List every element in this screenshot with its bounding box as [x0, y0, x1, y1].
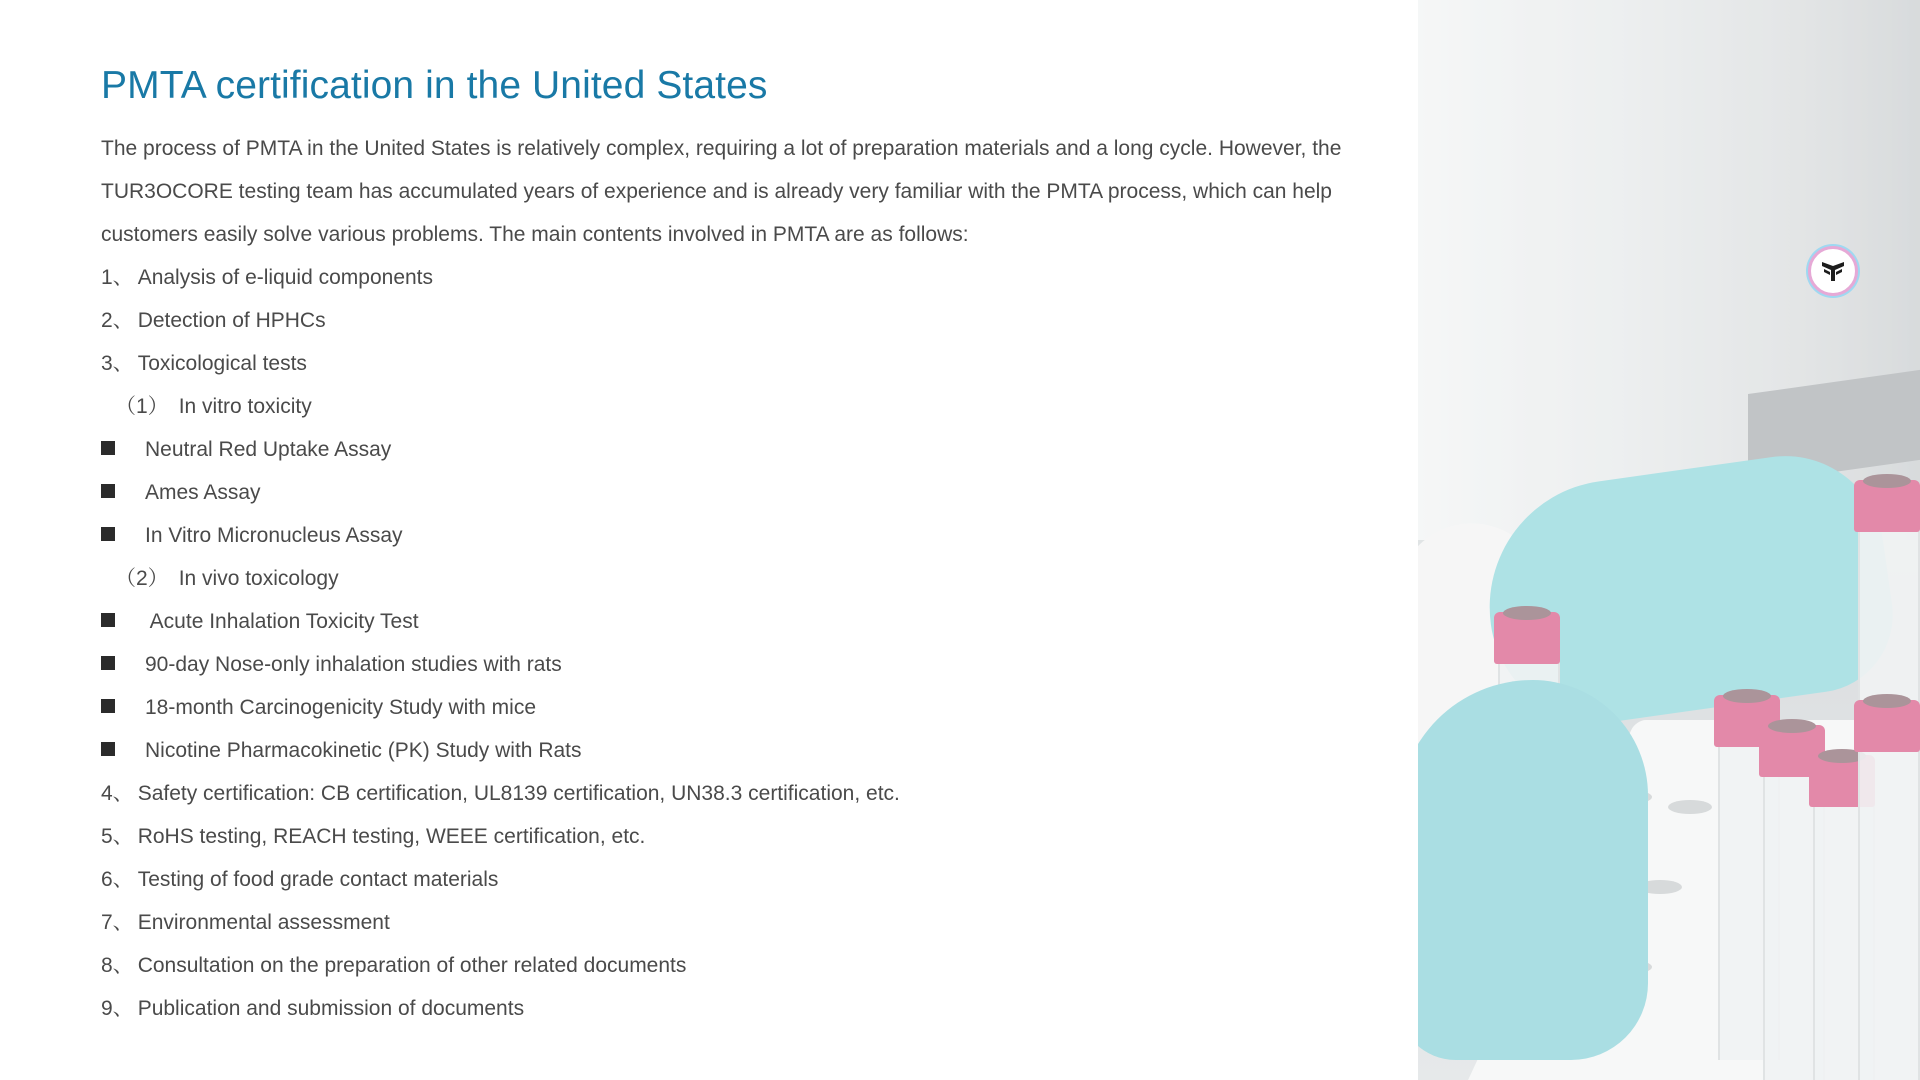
bullet-item	[101, 600, 1361, 643]
list-item	[101, 901, 1361, 944]
logo-badge-icon[interactable]	[1808, 246, 1858, 296]
bullet-item	[101, 471, 1361, 514]
item-number: 9、	[101, 997, 134, 1020]
list-item	[101, 944, 1361, 987]
slide-title: PMTA certification in the United States	[101, 64, 768, 107]
bullet-text: 18-month Carcinogenicity Study with mice	[145, 696, 537, 719]
bullet-text: Acute Inhalation Toxicity Test	[145, 610, 419, 633]
sub-heading-number: （2）	[115, 567, 169, 590]
photo-overlay	[1418, 0, 1920, 1080]
list-item	[101, 772, 1361, 815]
square-bullet-icon	[101, 484, 115, 498]
item-number: 6、	[101, 868, 134, 891]
square-bullet-icon	[101, 742, 115, 756]
item-text: RoHS testing, REACH testing, WEEE certification, etc.	[137, 825, 646, 848]
bullet-item	[101, 643, 1361, 686]
bullet-item	[101, 514, 1361, 557]
item-number: 3、	[101, 352, 134, 375]
slide-content	[101, 62, 1361, 1030]
square-bullet-icon	[101, 699, 115, 713]
sub-heading-text: In vivo toxicology	[178, 567, 339, 590]
square-bullet-icon	[101, 613, 115, 627]
item-text: Toxicological tests	[137, 352, 307, 375]
bullet-text: Neutral Red Uptake Assay	[145, 438, 392, 461]
sub-heading	[101, 385, 1361, 428]
sub-heading-number: （1）	[115, 395, 169, 418]
logo-mark-icon	[1819, 257, 1847, 285]
list-item	[101, 815, 1361, 858]
list-item	[101, 987, 1361, 1030]
list-item	[101, 342, 1361, 385]
sub-heading-text: In vitro toxicity	[178, 395, 312, 418]
item-text: Safety certification: CB certification, UL8139 certification, UN38.3 certification, etc.	[137, 782, 900, 805]
list-item	[101, 858, 1361, 901]
intro-paragraph: The process of PMTA in the United States is relatively complex, requiring a lot of preparation materials and a long cycle. However, the TUR3OCORE testing team has accumulated years of experience and is already very familiar with the PMTA process, which can help customers easily solve various problems. The main contents involved in PMTA are as follows:	[101, 137, 1342, 246]
bullet-item	[101, 428, 1361, 471]
lab-photo	[1418, 0, 1920, 1080]
item-text: Detection of HPHCs	[137, 309, 326, 332]
item-number: 5、	[101, 825, 134, 848]
sub-heading	[101, 557, 1361, 600]
bullet-text: Ames Assay	[145, 481, 261, 504]
bullet-item	[101, 686, 1361, 729]
item-text: Publication and submission of documents	[137, 997, 525, 1020]
bullet-text: 90-day Nose-only inhalation studies with rats	[145, 653, 562, 676]
item-text: Consultation on the preparation of other related documents	[137, 954, 687, 977]
item-text: Environmental assessment	[137, 911, 390, 934]
square-bullet-icon	[101, 527, 115, 541]
bullet-text: In Vitro Micronucleus Assay	[145, 524, 403, 547]
item-number: 8、	[101, 954, 134, 977]
content-list	[101, 256, 1361, 1030]
item-number: 2、	[101, 309, 134, 332]
list-item	[101, 256, 1361, 299]
list-item	[101, 299, 1361, 342]
item-number: 1、	[101, 266, 134, 289]
item-text: Analysis of e-liquid components	[137, 266, 434, 289]
bullet-text: Nicotine Pharmacokinetic (PK) Study with Rats	[145, 739, 582, 762]
item-number: 4、	[101, 782, 134, 805]
square-bullet-icon	[101, 441, 115, 455]
item-text: Testing of food grade contact materials	[137, 868, 499, 891]
item-number: 7、	[101, 911, 134, 934]
square-bullet-icon	[101, 656, 115, 670]
bullet-item	[101, 729, 1361, 772]
